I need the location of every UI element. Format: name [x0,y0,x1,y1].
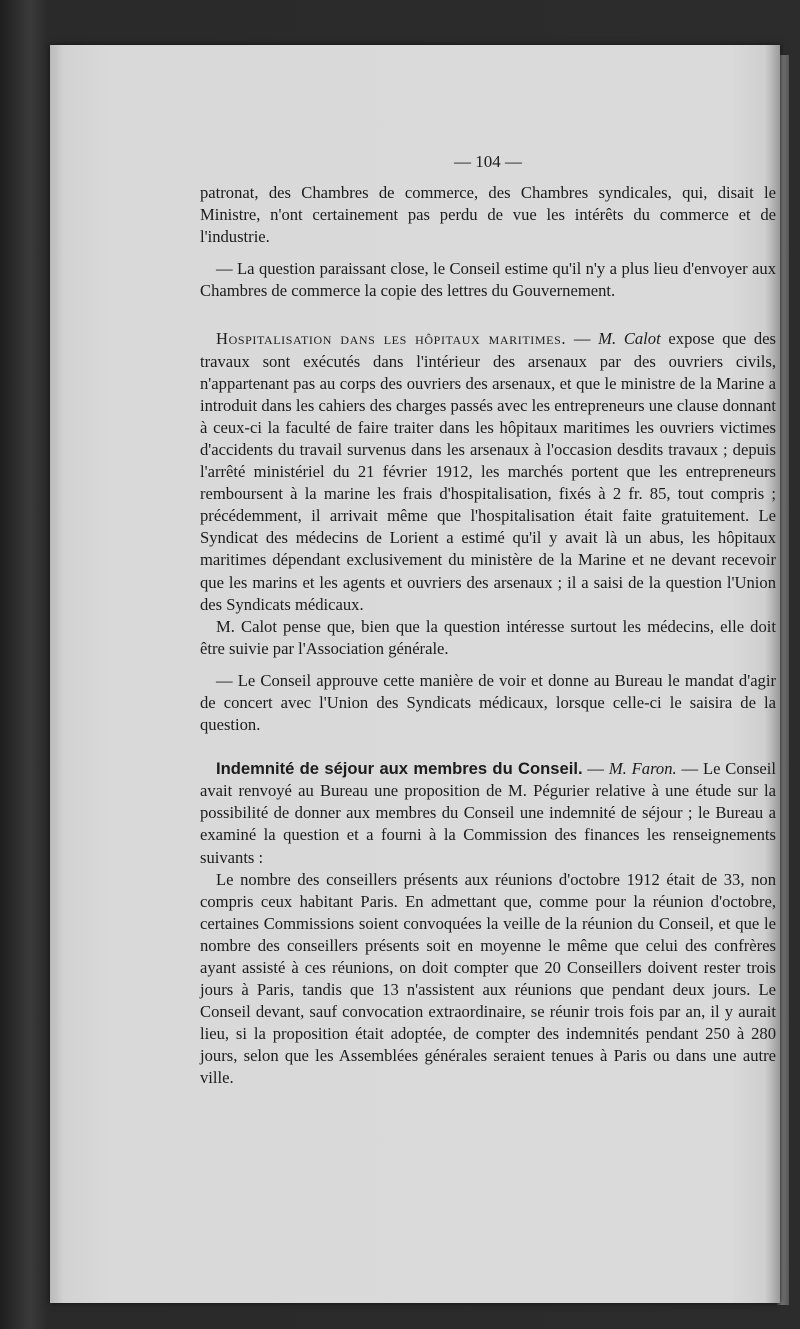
paragraph-conseillers: Le nombre des conseillers présents aux réunions d'octobre 1912 était de 33, non compris ceux habitant Paris. En admettant que, comme pour la réunion d'octobre, certaines Commissions soient convoquées la veille de la réunion du Conseil, et que le nombre des conseillers présents soit en moyenne le même que celui des confrères ayant assisté à ces réunions, on doit compter que 20 Conseillers doivent rester trois jours à Paris, tandis que 13 n'assistent aux réunions que pendant deux jours. Le Conseil devant, sauf convocation extraordinaire, se réunir trois fois par an, il y aurait lieu, si la proposition était adoptée, de compter des indemnités pendant 250 à 280 jours, selon que les Assemblées générales seraient tenues à Paris ou dans une autre ville. [200,869,776,1088]
section-hospitalisation [200,328,776,615]
paragraph-1: patronat, des Chambres de commerce, des Chambres syndicales, qui, disait le Ministre, n'ont certainement pas perdu de vue les intérêts du commerce et de l'industrie. [200,183,776,247]
paragraph-conseil-approuve: — Le Conseil approuve cette manière de voir et donne au Bureau le mandat d'agir de concert avec l'Union des Syndicats médicaux, lorsque celle-ci le saisira de la question. [200,670,776,735]
heading-dash: — [566,329,599,349]
heading-dash: — [582,759,609,779]
section-heading-hospitalisation: Hospitalisation dans les hôpitaux maritimes. [216,329,567,349]
section-heading-indemnite: Indemnité de séjour aux membres du Conseil. [216,759,583,779]
section-body-hospitalisation: expose que des travaux sont exécutés dans l'intérieur des arsenaux par des ouvriers civils, n'appartenant pas au corps des ouvriers des arsenaux, et que le ministre de la Marine a introduit dans les cahiers des charges passés avec les entrepreneurs une clause donnant à ceux-ci la faculté de faire traiter dans les hôpitaux maritimes les ouvriers victimes d'accidents du travail survenus dans les arsenaux à l'occasion desdits travaux ; depuis l'arrêté ministériel du 21 février 1912, les marchés portent que les entrepreneurs remboursent à la marine les frais d'hospitalisation, fixés à 2 fr. 85, tout compris ; précédemment, il arrivait même que l'hospitalisation était faite gratuitement. Le Syndicat des médecins de Lorient a estimé qu'il y avait là un abus, les hôpitaux maritimes dépendant exclusivement du ministère de la Marine et ne devant recevoir que les marins et les agents et ouvriers des arsenaux ; il a saisi de la question l'Union des Syndicats médicaux. [200,329,776,614]
speaker-faron: M. Faron. [608,759,677,779]
paragraph-2: — La question paraissant close, le Conseil estime qu'il n'y a plus lieu d'envoyer aux Chambres de commerce la copie des lettres du Gouvernement. [200,259,776,301]
page-text [200,182,776,1090]
page-number: — 104 — [454,152,522,171]
speaker-calot: M. Calot [598,329,661,349]
section-body-indemnite: — Le Conseil avait renvoyé au Bureau une proposition de M. Pégurier relative à une étude sur la possibilité de donner aux membres du Conseil une indemnité de séjour ; le Bureau a examiné la question et a fourni à la Commission des finances les renseignements suivants : [200,759,777,867]
section-indemnite [200,758,776,868]
paragraph-calot: M. Calot pense que, bien que la question intéresse surtout les médecins, elle doit être suivie par l'Association générale. [200,616,776,658]
